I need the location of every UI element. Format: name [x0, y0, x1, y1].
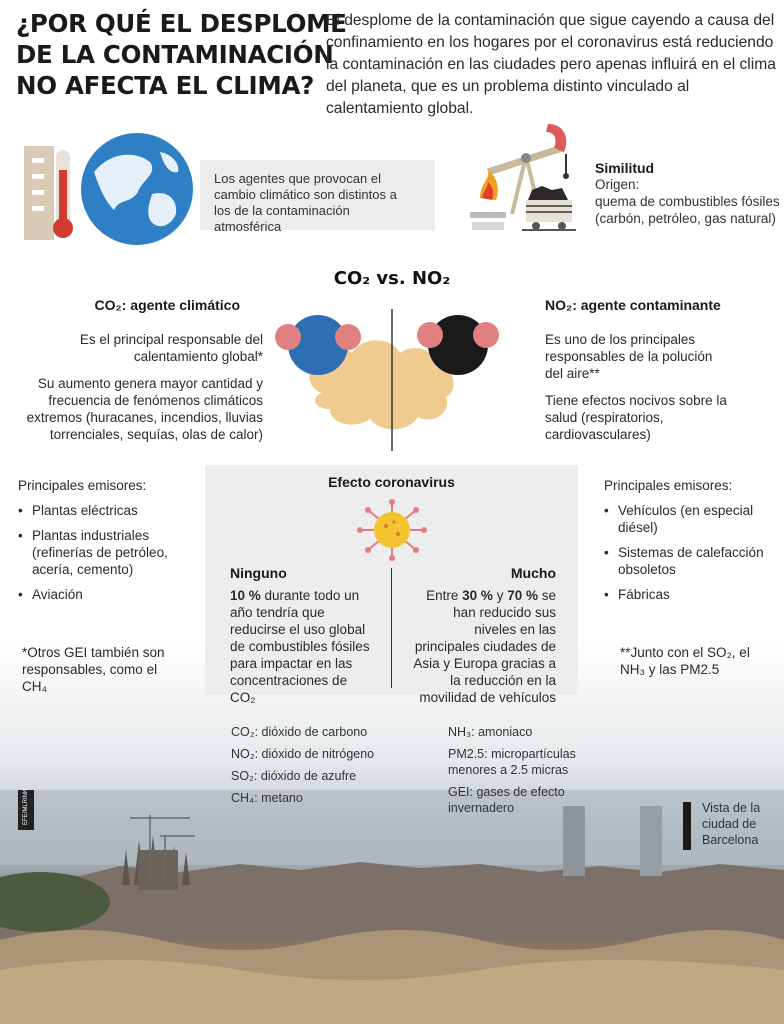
- list-item: • Fábricas: [604, 586, 780, 603]
- coronavirus-divider: [391, 568, 392, 688]
- list-item: • Sistemas de calefacción obsoletos: [604, 544, 780, 578]
- glossary-item: PM2.5: micropartículas menores a 2.5 micras: [448, 747, 576, 777]
- intro-box-text: Los agentes que provocan el cambio climático son distintos a los de la contaminación atmosférica: [214, 171, 397, 234]
- title-line-2: DE LA CONTAMINACIÓN: [16, 40, 334, 69]
- barcelona-photo: [0, 640, 784, 1024]
- list-item: • Plantas eléctricas: [18, 502, 208, 519]
- co2-footnote: *Otros GEI también son responsables, como el CH₄: [22, 645, 165, 694]
- coronavirus-left-text: [230, 587, 370, 706]
- similitud-title: Similitud: [595, 160, 655, 176]
- virus-icon: [350, 498, 434, 562]
- glossary-right: [448, 724, 598, 822]
- glossary-item: CO₂: dióxido de carbono: [231, 725, 368, 739]
- coronavirus-left-heading: Ninguno: [230, 565, 287, 581]
- no2-heading: NO₂: agente contaminante: [545, 297, 721, 313]
- co2-paragraph-1: Es el principal responsable del calentamiento global*: [79, 332, 263, 364]
- lead-paragraph: El desplome de la contaminación que sigue cayendo a causa del confinamiento en los hogares por el coronavirus está reduciendo la contaminación en las ciudades pero apenas influirá en el clima del planeta, que es un problema distinto vinculado al calentamiento global.: [326, 12, 776, 117]
- caption-bar: [683, 802, 691, 850]
- globe-icon: [80, 132, 194, 246]
- right-percent-2: 70 %: [507, 588, 538, 603]
- co2-paragraph-2: Su aumento genera mayor cantidad y frecuencia de fenómenos climáticos extremos (huracanes, incendios, lluvias torrenciales, sequías, olas de calor): [26, 376, 263, 442]
- title-line-3: NO AFECTA EL CLIMA?: [16, 71, 315, 100]
- co2-emitters-title: Principales emisores:: [18, 478, 147, 493]
- glossary-item: CH₄: metano: [231, 791, 303, 805]
- glossary-item: GEI: gases de efecto invernadero: [448, 785, 565, 815]
- no2-paragraph-2: Tiene efectos nocivos sobre la salud (respiratorios, cardiovasculares): [545, 393, 727, 442]
- right-prefix: Entre: [426, 588, 463, 603]
- glossary-left: [231, 724, 391, 812]
- left-percent: 10 %: [230, 588, 261, 603]
- no2-emitters-title: Principales emisores:: [604, 478, 733, 493]
- molecules-illustration: [270, 305, 515, 455]
- co2-emitters-list: [18, 502, 208, 611]
- no2-footnote: **Junto con el SO₂, el NH₃ y las PM2.5: [620, 645, 750, 677]
- left-text: durante todo un año tendría que reducirse el uso global de combustibles fósiles para impactar en las concentraciones de CO₂: [230, 588, 370, 705]
- similitud-block: [595, 160, 780, 227]
- right-mid: y: [492, 588, 508, 603]
- versus-title: CO₂ vs. NO₂: [333, 268, 451, 289]
- no2-paragraph-1: Es uno de los principales responsables de la polución del aire**: [545, 332, 713, 381]
- credit-text: EFE/MLRINK: [23, 789, 29, 826]
- co2-heading: CO₂: agente climático: [94, 297, 240, 313]
- coronavirus-right-heading: Mucho: [510, 565, 556, 581]
- list-item: • Vehículos (en especial diésel): [604, 502, 780, 536]
- glossary-item: SO₂: dióxido de azufre: [231, 769, 357, 783]
- right-text: se han reducido sus niveles en las principales ciudades de Asia y Europa gracias a la reducción en la movilidad de vehículos: [413, 588, 556, 705]
- list-item: • Plantas industriales (refinerías de petróleo, acería, cemento): [18, 527, 208, 578]
- no2-emitters-list: [604, 502, 780, 611]
- photo-caption: Vista de la ciudad de Barcelona: [702, 801, 761, 847]
- page-title: [16, 8, 347, 101]
- similitud-origin-label: Origen:: [595, 177, 640, 192]
- list-item: • Aviación: [18, 586, 208, 603]
- coronavirus-right-text: [410, 587, 556, 706]
- coronavirus-title: Efecto coronavirus: [328, 474, 455, 490]
- intro-box: [200, 160, 435, 234]
- oil-pump-icon: [466, 118, 578, 240]
- similitud-text: quema de combustibles fósiles (carbón, petróleo, gas natural): [595, 194, 780, 226]
- thermometer-icon: [24, 140, 74, 240]
- title-line-1: ¿POR QUÉ EL DESPLOME: [16, 9, 347, 38]
- glossary-item: NO₂: dióxido de nitrógeno: [231, 747, 375, 761]
- glossary-item: NH₃: amoniaco: [448, 725, 533, 739]
- right-percent-1: 30 %: [462, 588, 493, 603]
- photo-credit: [18, 790, 34, 830]
